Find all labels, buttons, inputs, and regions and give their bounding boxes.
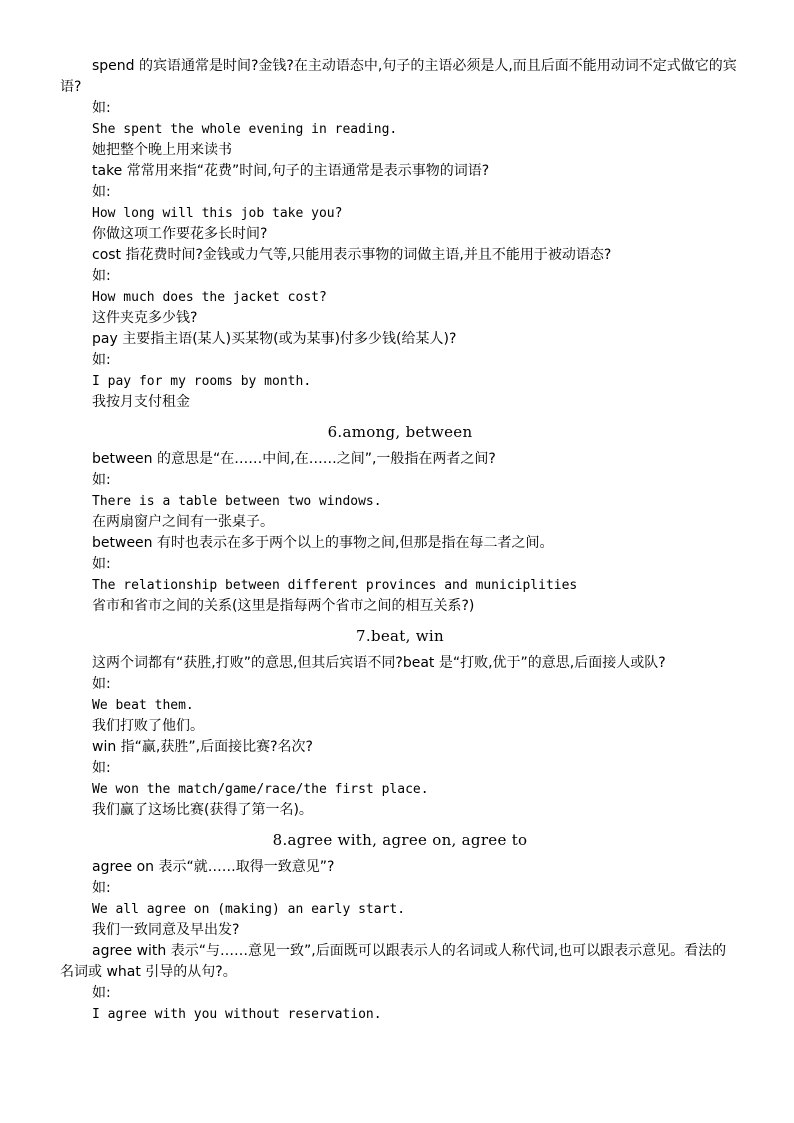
- text-line: 如:: [92, 100, 111, 116]
- text-line: win 指“赢,获胜”,后面接比赛?名次?: [92, 739, 313, 755]
- example-sentence: We all agree on (making) an early start.: [92, 902, 406, 917]
- example-sentence: She spent the whole evening in reading.: [92, 122, 398, 137]
- example-sentence: How long will this job take you?: [92, 206, 343, 221]
- example-sentence: I pay for my rooms by month.: [92, 374, 312, 389]
- text-line: between 有时也表示在多于两个以上的事物之间,但那是指在每二者之间。: [92, 535, 554, 551]
- text-line: 这件夹克多少钱?: [92, 310, 198, 326]
- text-line: 我们打败了他们。: [92, 718, 204, 734]
- example-sentence: There is a table between two windows.: [92, 494, 382, 509]
- section-heading: 6.among, between: [327, 423, 473, 441]
- text-line: 如:: [92, 676, 111, 692]
- example-sentence: How much does the jacket cost?: [92, 290, 327, 305]
- text-line: agree on 表示“就……取得一致意见”?: [92, 859, 335, 875]
- section-heading: 7.beat, win: [356, 627, 444, 645]
- section-heading: 8.agree with, agree on, agree to: [272, 831, 528, 849]
- document-page: [60, 56, 740, 1025]
- text-line: 我们赢了这场比赛(获得了第一名)。: [92, 802, 313, 818]
- text-line: 如:: [92, 556, 111, 572]
- text-line: cost 指花费时间?金钱或力气等,只能用表示事物的词做主语,并且不能用于被动语态?: [92, 247, 612, 263]
- text-line: 如:: [92, 985, 111, 1001]
- text-line: 如:: [92, 184, 111, 200]
- text-line: 如:: [92, 760, 111, 776]
- text-line: 省市和省市之间的关系(这里是指每两个省市之间的相互关系?): [92, 598, 475, 614]
- text-line: 在两扇窗户之间有一张桌子。: [92, 514, 274, 530]
- text-line: take 常常用来指“花费”时间,句子的主语通常是表示事物的词语?: [92, 163, 490, 179]
- example-sentence: I agree with you without reservation.: [92, 1007, 382, 1022]
- text-line: 你做这项工作要花多长时间?: [92, 226, 268, 242]
- explanation-paragraph: agree with 表示“与……意见一致”,后面既可以跟表示人的名词或人称代词,也可以跟表示意见。看法的名词或 what 引导的从句?。: [60, 943, 727, 980]
- example-sentence: The relationship between different provinces and municiplities: [92, 578, 578, 593]
- text-line: 她把整个晚上用来读书: [92, 142, 232, 158]
- text-line: 如:: [92, 880, 111, 896]
- text-line: 如:: [92, 268, 111, 284]
- text-line: 如:: [92, 352, 111, 368]
- text-line: 我们一致同意及早出发?: [92, 922, 240, 938]
- example-sentence: We won the match/game/race/the first place.: [92, 782, 429, 797]
- explanation-paragraph: spend 的宾语通常是时间?金钱?在主动语态中,句子的主语必须是人,而且后面不能用动词不定式做它的宾语?: [60, 58, 737, 95]
- text-line: between 的意思是“在……中间,在……之间”,一般指在两者之间?: [92, 451, 496, 467]
- text-line: 我按月支付租金: [92, 394, 190, 410]
- example-sentence: We beat them.: [92, 698, 194, 713]
- explanation-paragraph: 这两个词都有“获胜,打败”的意思,但其后宾语不同?beat 是“打败,优于”的意思,后面接人或队?: [92, 655, 666, 671]
- text-line: 如:: [92, 472, 111, 488]
- text-line: pay 主要指主语(某人)买某物(或为某事)付多少钱(给某人)?: [92, 331, 457, 347]
